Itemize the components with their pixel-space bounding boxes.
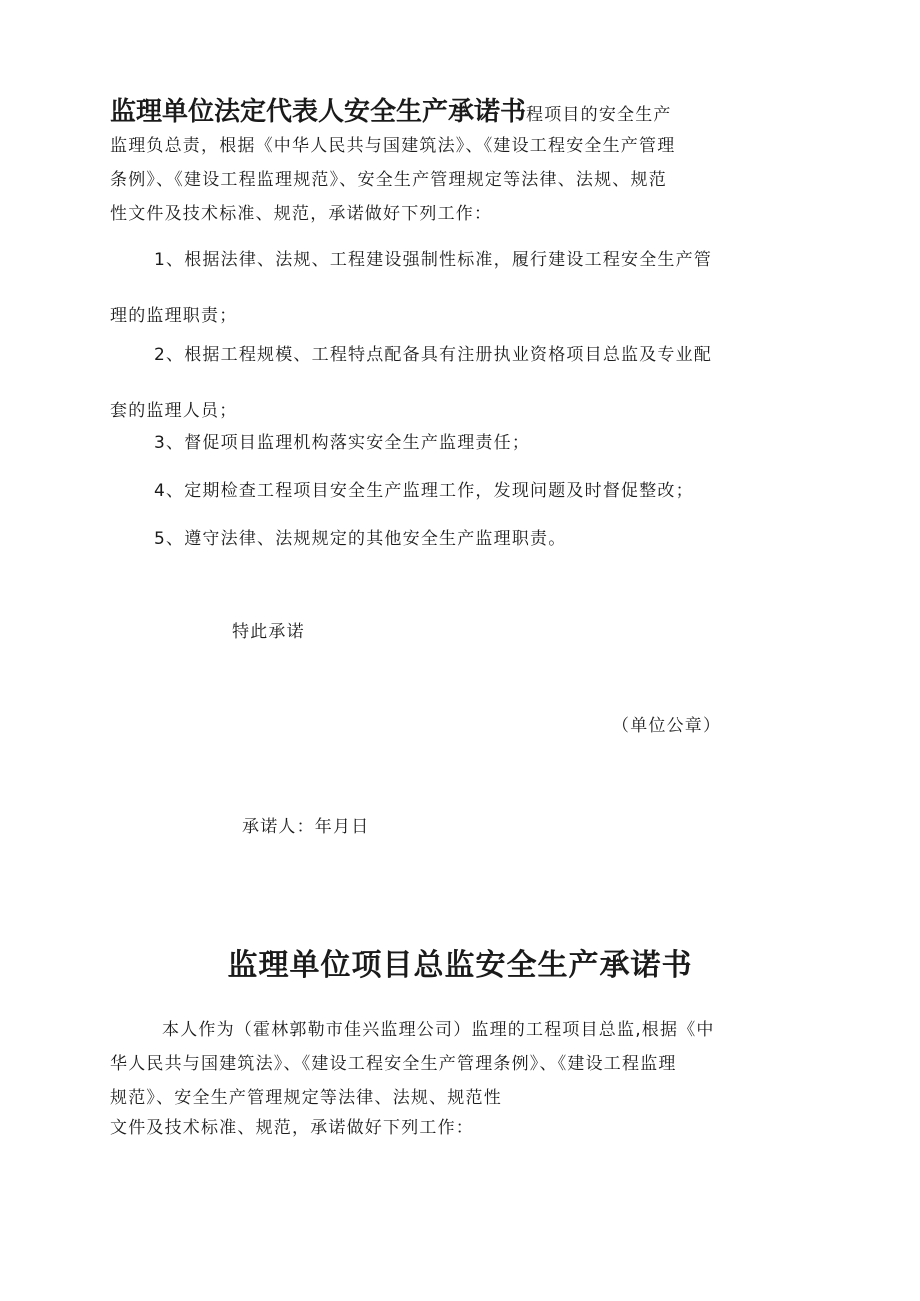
doc2-body-line: 规范》、安全生产管理规定等法律、法规、规范性 xyxy=(110,1088,502,1108)
item-text: 1、根据法律、法规、工程建设强制性标准，履行建设工程安全生产管 xyxy=(154,250,713,270)
doc2-body-line: 本人作为（霍林郭勒市佳兴监理公司）监理的工程项目总监,根据《中 xyxy=(162,1020,715,1040)
item-text: 2、根据工程规模、工程特点配备具有注册执业资格项目总监及专业配 xyxy=(154,345,713,365)
doc1-closing: 特此承诺 xyxy=(232,622,305,642)
doc1-item-3 xyxy=(110,426,820,460)
doc1-item-4 xyxy=(110,474,820,508)
item-text: 理的监理职责； xyxy=(110,306,238,326)
item-text: 3、督促项目监理机构落实安全生产监理责任； xyxy=(154,433,531,453)
doc2-last-line: 文件及技术标准、规范，承诺做好下列工作： xyxy=(110,1118,474,1138)
item-text: 套的监理人员； xyxy=(110,401,238,421)
doc2-body-line: 华人民共与国建筑法》、《建设工程安全生产管理条例》、《建设工程监理 xyxy=(110,1054,677,1074)
item-text: 5、遵守法律、法规规定的其他安全生产监理职责。 xyxy=(154,529,567,549)
doc1-item-2 xyxy=(110,327,820,439)
doc1-seal: （单位公章） xyxy=(612,716,722,736)
doc2-title: 监理单位项目总监安全生产承诺书 xyxy=(227,948,693,983)
doc1-title: 监理单位法定代表人安全生产承诺书 xyxy=(110,97,527,127)
doc1-intro-line: 程项目的安全生产 xyxy=(526,105,672,125)
item-text: 4、定期检查工程项目安全生产监理工作，发现问题及时督促整改； xyxy=(154,481,694,501)
doc1-signature: 承诺人：年月日 xyxy=(242,817,370,837)
doc2-body xyxy=(110,1013,820,1115)
doc1-intro-line: 性文件及技术标准、规范，承诺做好下列工作： xyxy=(110,204,493,224)
doc1-intro xyxy=(110,95,820,231)
doc1-item-5 xyxy=(110,522,820,556)
doc1-intro-line: 条例》、《建设工程监理规范》、安全生产管理规定等法律、法规、规范 xyxy=(110,170,667,190)
doc1-intro-line: 监理负总责，根据《中华人民共与国建筑法》、《建设工程安全生产管理 xyxy=(110,136,676,156)
